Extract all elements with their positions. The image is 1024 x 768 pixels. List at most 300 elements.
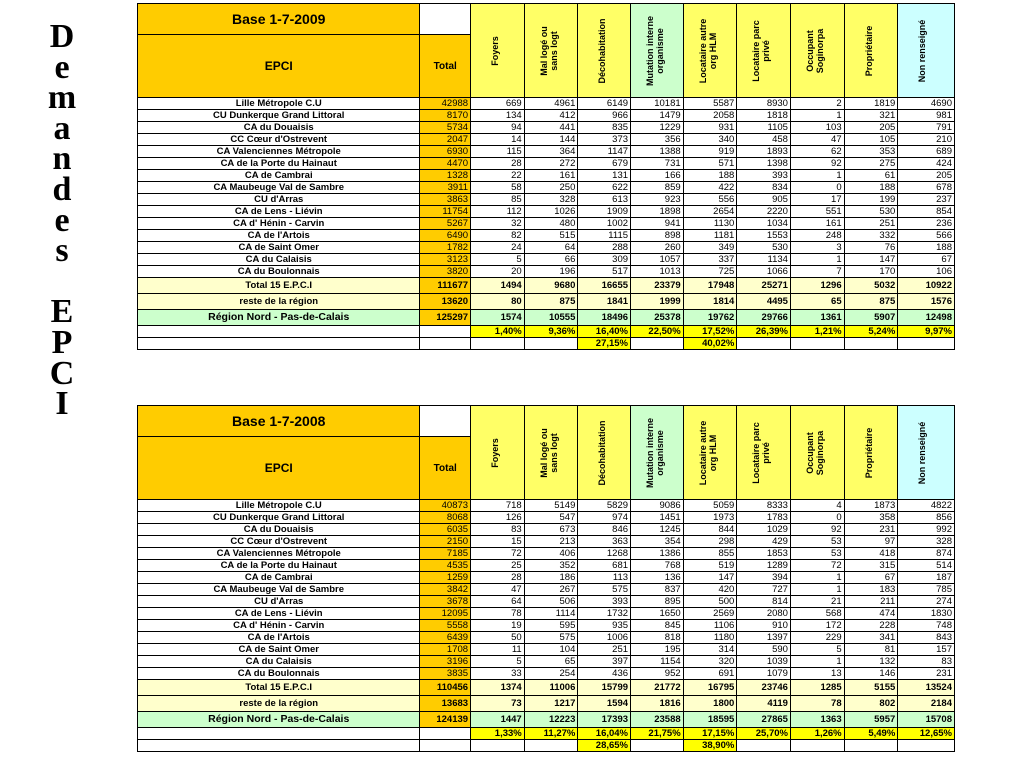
percent-cell: 17,52%	[683, 326, 737, 338]
value-cell: 47	[471, 584, 525, 596]
epci-name: CA Maubeuge Val de Sambre	[138, 584, 420, 596]
value-cell: 5907	[844, 310, 898, 326]
column-header-label: Mutation interne organisme	[645, 15, 666, 86]
total-cell: 3911	[420, 182, 471, 194]
value-cell: 551	[790, 206, 844, 218]
value-cell: 1800	[683, 696, 737, 712]
value-cell: 28	[471, 572, 525, 584]
epci-name: CA de Lens - Liévin	[138, 206, 420, 218]
value-cell: 506	[524, 596, 578, 608]
reste-row	[138, 294, 955, 310]
value-cell: 183	[844, 584, 898, 596]
value-cell: 186	[524, 572, 578, 584]
side-title-letter: n	[52, 140, 72, 178]
value-cell: 1130	[683, 218, 737, 230]
table-row	[138, 230, 955, 242]
side-title-letter: e	[54, 201, 70, 239]
table-row	[138, 656, 955, 668]
value-cell: 126	[471, 512, 525, 524]
value-cell: 147	[844, 254, 898, 266]
value-cell: 1361	[790, 310, 844, 326]
value-cell: 113	[578, 572, 631, 584]
percent-sum-cell: 40,02%	[683, 338, 737, 350]
value-cell: 103	[790, 122, 844, 134]
blank-cell	[138, 728, 420, 740]
column-header-label: Mal logé ou sans logt	[538, 25, 559, 76]
value-cell: 67	[844, 572, 898, 584]
value-cell: 188	[683, 170, 737, 182]
column-header	[737, 4, 791, 98]
epci-header: EPCI	[138, 35, 420, 98]
side-title-letter: d	[52, 170, 72, 208]
value-cell: 941	[631, 218, 684, 230]
table-row	[138, 536, 955, 548]
value-cell: 0	[790, 182, 844, 194]
value-cell: 62	[790, 146, 844, 158]
total-cell: 3863	[420, 194, 471, 206]
percent-sum-cell: 27,15%	[578, 338, 631, 350]
value-cell: 1066	[737, 266, 791, 278]
table-row	[138, 500, 955, 512]
column-header	[790, 4, 844, 98]
percent-row	[138, 728, 955, 740]
value-cell: 2220	[737, 206, 791, 218]
value-cell: 530	[737, 242, 791, 254]
value-cell: 16795	[683, 680, 737, 696]
blank-cell	[898, 338, 955, 350]
value-cell: 1	[790, 254, 844, 266]
total-cell: 1328	[420, 170, 471, 182]
table-row	[138, 242, 955, 254]
column-header-label: Occupant Soginorpa	[804, 430, 825, 475]
table-row	[138, 170, 955, 182]
percent-cell: 1,40%	[471, 326, 525, 338]
value-cell: 895	[631, 596, 684, 608]
value-cell: 58	[471, 182, 525, 194]
value-cell: 4495	[737, 294, 791, 310]
percent-cell: 1,33%	[471, 728, 525, 740]
column-header	[898, 4, 955, 98]
value-cell: 1115	[578, 230, 631, 242]
percent-cell: 9,36%	[524, 326, 578, 338]
value-cell: 5	[471, 656, 525, 668]
value-cell: 80	[471, 294, 525, 310]
value-cell: 1245	[631, 524, 684, 536]
value-cell: 251	[578, 644, 631, 656]
value-cell: 4	[790, 500, 844, 512]
value-cell: 187	[898, 572, 955, 584]
value-cell: 1479	[631, 110, 684, 122]
value-cell: 364	[524, 146, 578, 158]
value-cell: 8333	[737, 500, 791, 512]
value-cell: 5059	[683, 500, 737, 512]
epci-name: CA d' Hénin - Carvin	[138, 620, 420, 632]
value-cell: 115	[471, 146, 525, 158]
epci-name: CA du Calaisis	[138, 254, 420, 266]
value-cell: 397	[578, 656, 631, 668]
value-cell: 1363	[790, 712, 844, 728]
value-cell: 1217	[524, 696, 578, 712]
value-cell: 1494	[471, 278, 525, 294]
value-cell: 28	[471, 158, 525, 170]
blank-cell	[790, 338, 844, 350]
value-cell: 23379	[631, 278, 684, 294]
value-cell: 25	[471, 560, 525, 572]
value-cell: 731	[631, 158, 684, 170]
value-cell: 349	[683, 242, 737, 254]
value-cell: 195	[631, 644, 684, 656]
value-cell: 134	[471, 110, 525, 122]
value-cell: 82	[471, 230, 525, 242]
value-cell: 83	[471, 524, 525, 536]
value-cell: 110456	[420, 680, 471, 696]
value-cell: 681	[578, 560, 631, 572]
column-header	[471, 4, 525, 98]
value-cell: 352	[524, 560, 578, 572]
value-cell: 211	[844, 596, 898, 608]
value-cell: 1181	[683, 230, 737, 242]
column-header	[578, 406, 631, 500]
value-cell: 66	[524, 254, 578, 266]
value-cell: 309	[578, 254, 631, 266]
value-cell: 1	[790, 584, 844, 596]
column-header-label: Foyers	[490, 437, 501, 468]
blank-cell	[138, 338, 420, 350]
value-cell: 1999	[631, 294, 684, 310]
value-cell: 1783	[737, 512, 791, 524]
value-cell: 19	[471, 620, 525, 632]
column-header-label: Mutation interne organisme	[645, 417, 666, 488]
value-cell: 321	[844, 110, 898, 122]
value-cell: 1451	[631, 512, 684, 524]
table-2008	[137, 405, 955, 752]
value-cell: 13524	[898, 680, 955, 696]
column-header-label: Locataire autre org HLM	[697, 18, 718, 83]
value-cell: 441	[524, 122, 578, 134]
value-cell: 250	[524, 182, 578, 194]
blank-cell	[844, 338, 898, 350]
value-cell: 590	[737, 644, 791, 656]
table-row	[138, 122, 955, 134]
value-cell: 1034	[737, 218, 791, 230]
total-cell: 3820	[420, 266, 471, 278]
header-blank	[420, 406, 471, 437]
value-cell: 1973	[683, 512, 737, 524]
value-cell: 1147	[578, 146, 631, 158]
epci-name: CA d' Hénin - Carvin	[138, 218, 420, 230]
total-row	[138, 680, 955, 696]
value-cell: 354	[631, 536, 684, 548]
value-cell: 267	[524, 584, 578, 596]
epci-name: Lille Métropole C.U	[138, 500, 420, 512]
epci-name: CA de Lens - Liévin	[138, 608, 420, 620]
header-blank	[420, 4, 471, 35]
value-cell: 10555	[524, 310, 578, 326]
value-cell: 1398	[737, 158, 791, 170]
value-cell: 356	[631, 134, 684, 146]
blank-cell	[631, 338, 684, 350]
total-cell: 11754	[420, 206, 471, 218]
epci-name: CA de Saint Omer	[138, 644, 420, 656]
value-cell: 10922	[898, 278, 955, 294]
column-header	[631, 4, 684, 98]
column-header	[844, 406, 898, 500]
epci-name: CU d'Arras	[138, 596, 420, 608]
column-header-label: Foyers	[490, 35, 501, 66]
value-cell: 571	[683, 158, 737, 170]
blank-cell	[631, 740, 684, 752]
table-row	[138, 158, 955, 170]
column-header	[844, 4, 898, 98]
total-cell: 3196	[420, 656, 471, 668]
epci-name: CA Valenciennes Métropole	[138, 548, 420, 560]
blank-cell	[844, 740, 898, 752]
value-cell: 1898	[631, 206, 684, 218]
value-cell: 5149	[524, 500, 578, 512]
percent-cell: 17,15%	[683, 728, 737, 740]
value-cell: 1818	[737, 110, 791, 122]
value-cell: 1893	[737, 146, 791, 158]
total-cell: 3678	[420, 596, 471, 608]
value-cell: 846	[578, 524, 631, 536]
value-cell: 458	[737, 134, 791, 146]
value-cell: 157	[898, 644, 955, 656]
blank-cell	[790, 740, 844, 752]
value-cell: 237	[898, 194, 955, 206]
value-cell: 622	[578, 182, 631, 194]
blank-cell	[420, 338, 471, 350]
value-cell: 575	[578, 584, 631, 596]
table-row	[138, 218, 955, 230]
value-cell: 854	[898, 206, 955, 218]
total-cell: 5734	[420, 122, 471, 134]
region-row	[138, 310, 955, 326]
epci-header: EPCI	[138, 437, 420, 500]
column-header-label: Locataire parc privé	[751, 19, 772, 82]
value-cell: 875	[524, 294, 578, 310]
epci-name: CA de la Porte du Hainaut	[138, 560, 420, 572]
value-cell: 412	[524, 110, 578, 122]
value-cell: 72	[471, 548, 525, 560]
value-cell: 166	[631, 170, 684, 182]
value-cell: 205	[844, 122, 898, 134]
percent-cell: 1,26%	[790, 728, 844, 740]
total-cell: 1708	[420, 644, 471, 656]
blank-cell	[737, 740, 791, 752]
total-cell: 7185	[420, 548, 471, 560]
value-cell: 22	[471, 170, 525, 182]
percent-cell: 1,21%	[790, 326, 844, 338]
value-cell: 575	[524, 632, 578, 644]
value-cell: 768	[631, 560, 684, 572]
value-cell: 1873	[844, 500, 898, 512]
value-cell: 210	[898, 134, 955, 146]
value-cell: 161	[790, 218, 844, 230]
value-cell: 78	[471, 608, 525, 620]
table-row	[138, 572, 955, 584]
column-header	[790, 406, 844, 500]
percent-cell: 5,24%	[844, 326, 898, 338]
value-cell: 14	[471, 134, 525, 146]
value-cell: 802	[844, 696, 898, 712]
value-cell: 320	[683, 656, 737, 668]
value-cell: 136	[631, 572, 684, 584]
value-cell: 424	[898, 158, 955, 170]
value-cell: 124139	[420, 712, 471, 728]
value-cell: 298	[683, 536, 737, 548]
value-cell: 835	[578, 122, 631, 134]
value-cell: 231	[898, 668, 955, 680]
value-cell: 1853	[737, 548, 791, 560]
value-cell: 13620	[420, 294, 471, 310]
value-cell: 1819	[844, 98, 898, 110]
value-cell: 8930	[737, 98, 791, 110]
value-cell: 394	[737, 572, 791, 584]
side-title-letter: s	[55, 232, 69, 270]
epci-name: CA de la Porte du Hainaut	[138, 158, 420, 170]
percent-sum-row	[138, 338, 955, 350]
value-cell: 20	[471, 266, 525, 278]
value-cell: 199	[844, 194, 898, 206]
percent-cell: 11,27%	[524, 728, 578, 740]
percent-sum-cell: 28,65%	[578, 740, 631, 752]
value-cell: 337	[683, 254, 737, 266]
value-cell: 992	[898, 524, 955, 536]
column-header-label: Non renseigné	[917, 421, 928, 484]
table-title: Base 1-7-2009	[138, 4, 420, 35]
epci-name: CA Valenciennes Métropole	[138, 146, 420, 158]
value-cell: 132	[844, 656, 898, 668]
value-cell: 845	[631, 620, 684, 632]
table-row	[138, 644, 955, 656]
region-row	[138, 712, 955, 728]
value-cell: 65	[524, 656, 578, 668]
value-cell: 1029	[737, 524, 791, 536]
value-cell: 515	[524, 230, 578, 242]
value-cell: 568	[790, 608, 844, 620]
value-cell: 32	[471, 218, 525, 230]
value-cell: 420	[683, 584, 737, 596]
value-cell: 236	[898, 218, 955, 230]
value-cell: 53	[790, 548, 844, 560]
value-cell: 1574	[471, 310, 525, 326]
value-cell: 24	[471, 242, 525, 254]
epci-name: CU Dunkerque Grand Littoral	[138, 110, 420, 122]
value-cell: 1057	[631, 254, 684, 266]
value-cell: 691	[683, 668, 737, 680]
value-cell: 935	[578, 620, 631, 632]
percent-cell: 25,70%	[737, 728, 791, 740]
value-cell: 12223	[524, 712, 578, 728]
value-cell: 11	[471, 644, 525, 656]
total-cell: 4535	[420, 560, 471, 572]
value-cell: 17948	[683, 278, 737, 294]
column-header-label: Propriétaire	[863, 427, 874, 478]
value-cell: 2058	[683, 110, 737, 122]
blank-cell	[420, 326, 471, 338]
value-cell: 837	[631, 584, 684, 596]
value-cell: 188	[898, 242, 955, 254]
column-header-label: Locataire autre org HLM	[697, 420, 718, 485]
value-cell: 328	[898, 536, 955, 548]
value-cell: 231	[844, 524, 898, 536]
value-cell: 9086	[631, 500, 684, 512]
value-cell: 1180	[683, 632, 737, 644]
total-row	[138, 278, 955, 294]
value-cell: 13683	[420, 696, 471, 712]
epci-name: Lille Métropole C.U	[138, 98, 420, 110]
value-cell: 910	[737, 620, 791, 632]
table-row	[138, 134, 955, 146]
value-cell: 19762	[683, 310, 737, 326]
blank-cell	[471, 338, 525, 350]
value-cell: 931	[683, 122, 737, 134]
value-cell: 17	[790, 194, 844, 206]
value-cell: 146	[844, 668, 898, 680]
value-cell: 15708	[898, 712, 955, 728]
table-row	[138, 584, 955, 596]
blank-cell	[898, 740, 955, 752]
value-cell: 874	[898, 548, 955, 560]
blank-cell	[524, 740, 578, 752]
epci-name: CA du Calaisis	[138, 656, 420, 668]
value-cell: 315	[844, 560, 898, 572]
value-cell: 254	[524, 668, 578, 680]
epci-name: CU d'Arras	[138, 194, 420, 206]
value-cell: 1397	[737, 632, 791, 644]
value-cell: 196	[524, 266, 578, 278]
value-cell: 1154	[631, 656, 684, 668]
epci-name: CA Maubeuge Val de Sambre	[138, 182, 420, 194]
value-cell: 923	[631, 194, 684, 206]
percent-cell: 26,39%	[737, 326, 791, 338]
value-cell: 1	[790, 572, 844, 584]
value-cell: 1079	[737, 668, 791, 680]
total-cell: 6035	[420, 524, 471, 536]
total-cell: 3835	[420, 668, 471, 680]
value-cell: 1296	[790, 278, 844, 294]
value-cell: 328	[524, 194, 578, 206]
total-cell: 1782	[420, 242, 471, 254]
column-header-label: Occupant Soginorpa	[804, 28, 825, 73]
value-cell: 2654	[683, 206, 737, 218]
total-cell: 3123	[420, 254, 471, 266]
table-row	[138, 98, 955, 110]
value-cell: 106	[898, 266, 955, 278]
value-cell: 1106	[683, 620, 737, 632]
value-cell: 13	[790, 668, 844, 680]
total-cell: 2150	[420, 536, 471, 548]
row-label: Région Nord - Pas-de-Calais	[138, 310, 420, 326]
total-cell: 8170	[420, 110, 471, 122]
value-cell: 15799	[578, 680, 631, 696]
value-cell: 18595	[683, 712, 737, 728]
value-cell: 974	[578, 512, 631, 524]
value-cell: 67	[898, 254, 955, 266]
value-cell: 373	[578, 134, 631, 146]
value-cell: 875	[844, 294, 898, 310]
side-title-letter: e	[54, 48, 70, 86]
value-cell: 727	[737, 584, 791, 596]
side-title-letter: E	[50, 293, 74, 331]
value-cell: 1650	[631, 608, 684, 620]
value-cell: 844	[683, 524, 737, 536]
row-label: Total 15 E.P.C.I	[138, 278, 420, 294]
column-header	[898, 406, 955, 500]
table-row	[138, 668, 955, 680]
column-header	[524, 4, 578, 98]
value-cell: 6149	[578, 98, 631, 110]
